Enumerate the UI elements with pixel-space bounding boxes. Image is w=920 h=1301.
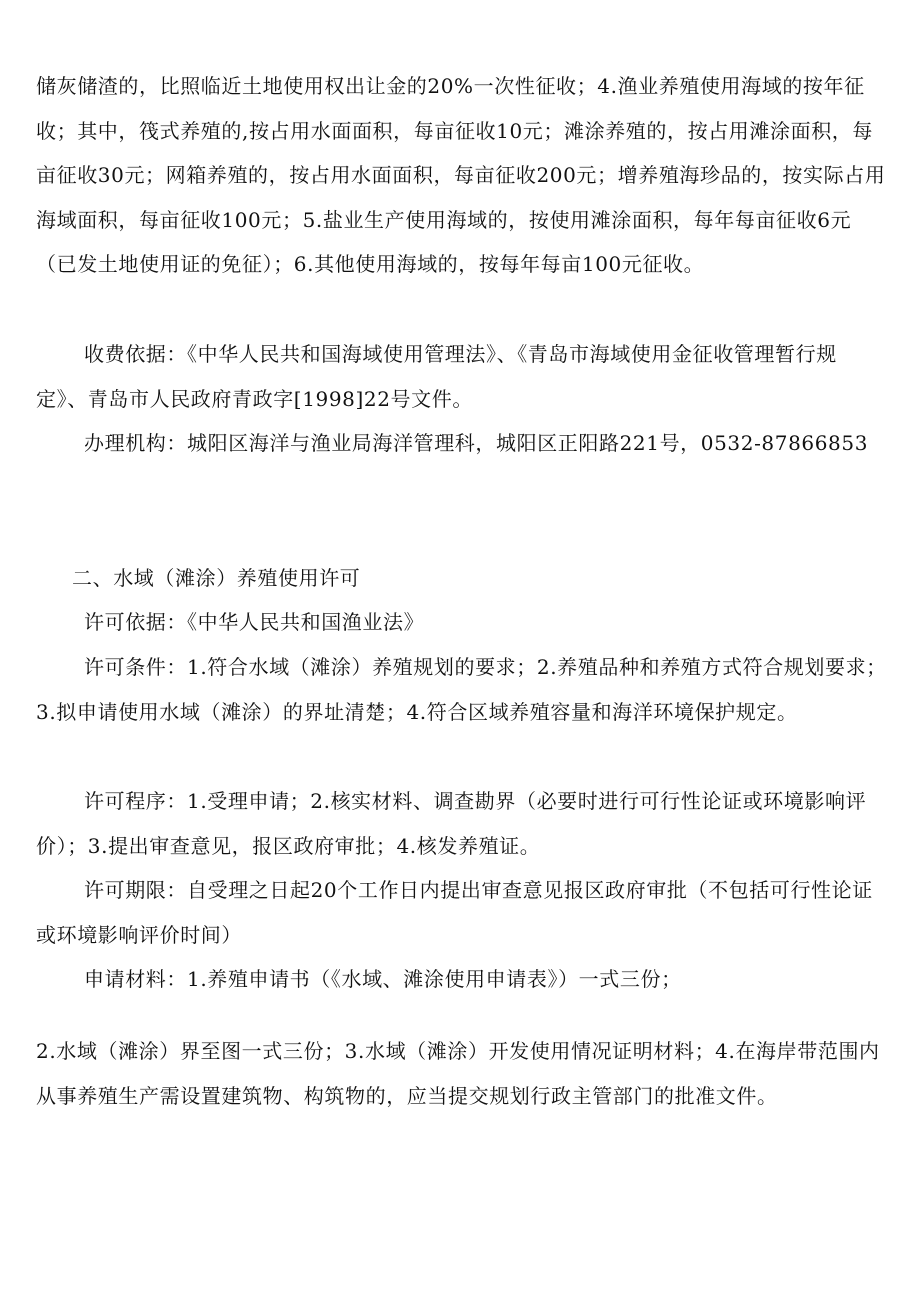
license-term-paragraph: 许可期限：自受理之日起20个工作日内提出审查意见报区政府审批（不包括可行性论证或环境影响评价时间） xyxy=(36,878,873,947)
fee-standards-paragraph: 储灰储渣的，比照临近土地使用权出让金的20%一次性征收；4.渔业养殖使用海域的按年征收；其中，筏式养殖的,按占用水面面积，每亩征收10元；滩涂养殖的，按占用滩涂面积，每亩征收30元；网箱养殖的，按占用水面面积，每亩征收200元；增养殖海珍品的，按实际占用海域面积，每亩征收100元；5.盐业生产使用海域的，按使用滩涂面积，每年每亩征收6元（已发土地使用证的免征）；6.其他使用海域的，按每年每亩100元征收。 xyxy=(36,74,886,276)
license-conditions-paragraph: 许可条件：1.符合水域（滩涂）养殖规划的要求；2.养殖品种和养殖方式符合规划要求；3.拟申请使用水域（滩涂）的界址清楚；4.符合区域养殖容量和海洋环境保护规定。 xyxy=(36,655,887,724)
section-title: 二、水域（滩涂）养殖使用许可 xyxy=(72,566,361,590)
license-basis-paragraph: 许可依据：《中华人民共和国渔业法》 xyxy=(84,610,425,634)
license-procedure-paragraph: 许可程序：1.受理申请；2.核实材料、调查勘界（必要时进行可行性论证或环境影响评价）；3.提出审查意见，报区政府审批；4.核发养殖证。 xyxy=(36,789,867,858)
fee-basis-paragraph: 收费依据：《中华人民共和国海域使用管理法》、《青岛市海域使用金征收管理暂行规定》、青岛市人民政府青政字[1998]22号文件。 xyxy=(36,342,837,411)
fee-office-paragraph: 办理机构：城阳区海洋与渔业局海洋管理科，城阳区正阳路221号，0532-87866853 xyxy=(84,431,869,455)
license-materials-continued-paragraph: 2.水域（滩涂）界至图一式三份；3.水域（滩涂）开发使用情况证明材料；4.在海岸带范围内从事养殖生产需设置建筑物、构筑物的，应当提交规划行政主管部门的批准文件。 xyxy=(36,1039,880,1108)
license-materials-paragraph: 申请材料：1.养殖申请书（《水域、滩涂使用申请表》）一式三份； xyxy=(84,967,682,991)
